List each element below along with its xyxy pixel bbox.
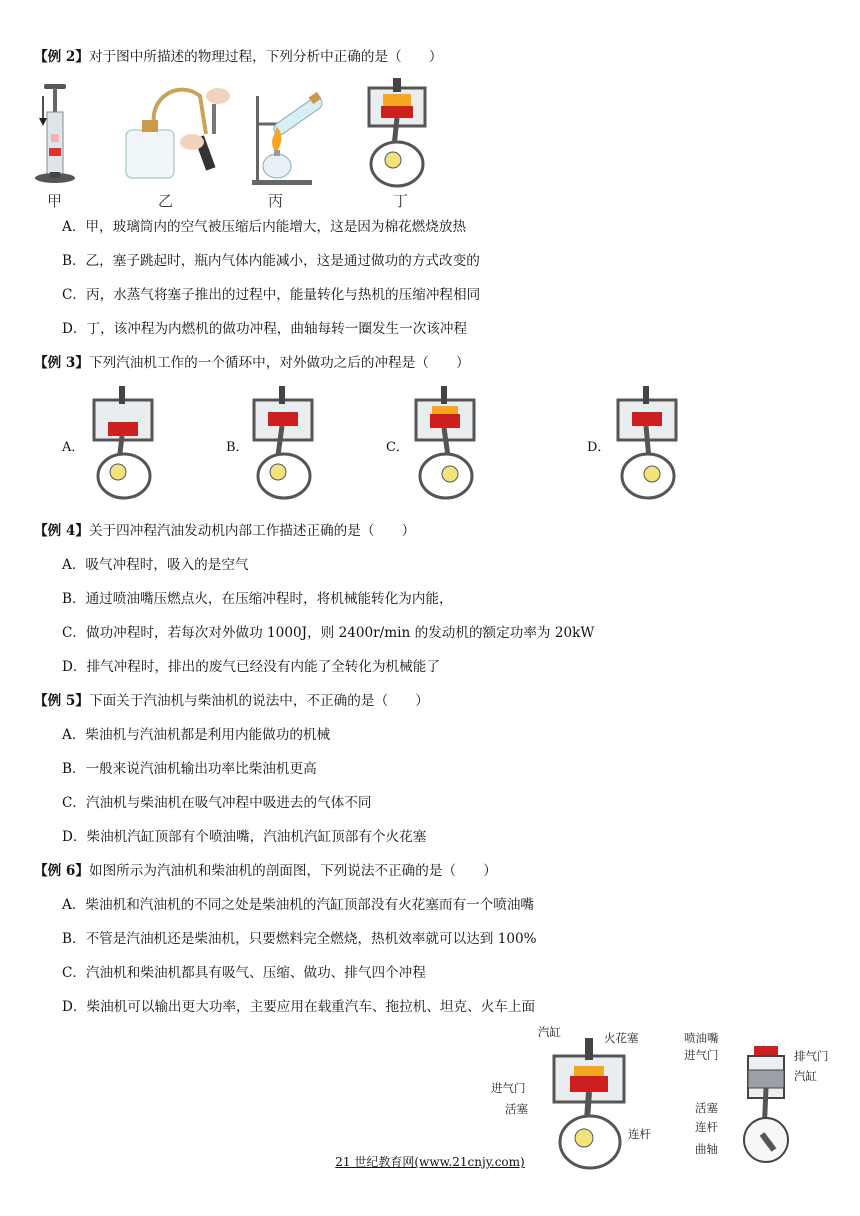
question-4-tag: 【例 4】 (34, 523, 89, 539)
question-2-text: 对于图中所描述的物理过程，下列分析中正确的是（ ） (88, 49, 443, 65)
q5-option-c[interactable]: C．汽油机与柴油机在吸气冲程中吸进去的气体不同 (62, 795, 372, 811)
label-diesel-injector: 喷油嘴 (684, 1031, 719, 1045)
label-gas-intake: 进气门 (491, 1081, 526, 1095)
q4-option-d[interactable]: D．排气冲程时，排出的废气已经没有内能了全转化为机械能了 (62, 659, 440, 675)
q4-option-c[interactable]: C．做功冲程时，若每次对外做功 1000J，则 2400r/min 的发动机的额定功率为 20kW (62, 625, 595, 641)
caption-bing: 丙 (268, 192, 284, 210)
q6-option-c[interactable]: C．汽油机和柴油机都具有吸气、压缩、做功、排气四个冲程 (62, 965, 426, 981)
label-diesel-crank: 曲轴 (695, 1142, 718, 1156)
question-6-text: 如图所示为汽油机和柴油机的剖面图，下列说法不正确的是（ ） (88, 863, 497, 879)
engine-stroke-figure-ding (363, 76, 431, 188)
label-diesel-cylinder: 汽缸 (794, 1069, 817, 1083)
engine-choice-a[interactable] (88, 384, 158, 502)
label-spark-plug: 火花塞 (604, 1031, 639, 1045)
test-tube-figure (250, 80, 335, 186)
engine-choice-b[interactable] (248, 384, 318, 502)
engine-choice-c[interactable] (410, 384, 480, 502)
question-5-tag: 【例 5】 (34, 693, 89, 709)
caption-yi: 乙 (158, 192, 174, 210)
label-diesel-exhaust: 排气门 (794, 1049, 829, 1063)
q4-option-a[interactable]: A．吸气冲程时，吸入的是空气 (62, 557, 249, 573)
diesel-engine-diagram (738, 1044, 794, 1166)
question-3-tag: 【例 3】 (34, 355, 89, 371)
q6-option-b[interactable]: B．不管是汽油机还是柴油机，只要燃料完全燃烧，热机效率就可以达到 100% (62, 931, 537, 947)
question-6-tag: 【例 6】 (34, 863, 89, 879)
q5-option-b[interactable]: B．一般来说汽油机输出功率比柴油机更高 (62, 761, 317, 777)
question-3-text: 下列汽油机工作的一个循环中，对外做功之后的冲程是（ ） (88, 355, 470, 371)
q3-choice-a-label[interactable]: A． (62, 440, 85, 455)
question-2-stem (34, 48, 442, 66)
q3-choice-c-label[interactable]: C． (386, 440, 409, 455)
label-gas-piston: 活塞 (505, 1102, 528, 1116)
q2-option-b[interactable]: B．乙，塞子跳起时，瓶内气体内能减小，这是通过做功的方式改变的 (62, 253, 480, 269)
footer-link[interactable]: 21 世纪教育网(www.21cnjy.com) (335, 1155, 525, 1169)
q6-option-a[interactable]: A．柴油机和汽油机的不同之处是柴油机的汽缸顶部没有火花塞而有一个喷油嘴 (62, 897, 535, 913)
q2-option-d[interactable]: D．丁，该冲程为内燃机的做功冲程，曲轴每转一圈发生一次该冲程 (62, 321, 468, 337)
question-3-stem (34, 354, 470, 372)
caption-jia: 甲 (47, 192, 63, 210)
q5-option-d[interactable]: D．柴油机汽缸顶部有个喷油嘴，汽油机汽缸顶部有个火花塞 (62, 829, 427, 845)
bottle-pump-figure (120, 76, 235, 186)
engine-choice-d[interactable] (612, 384, 682, 502)
q2-option-c[interactable]: C．丙，水蒸气将塞子推出的过程中，能量转化与热机的压缩冲程相同 (62, 287, 481, 303)
caption-ding: 丁 (393, 192, 409, 210)
label-diesel-rod: 连杆 (695, 1120, 718, 1134)
question-5-text: 下面关于汽油机与柴油机的说法中，不正确的是（ ） (88, 693, 429, 709)
label-diesel-piston: 活塞 (695, 1101, 718, 1115)
label-gas-rod: 连杆 (628, 1127, 651, 1141)
fire-syringe-figure (30, 78, 80, 186)
question-4-text: 关于四冲程汽油发动机内部工作描述正确的是（ ） (88, 523, 416, 539)
q5-option-a[interactable]: A．柴油机与汽油机都是利用内能做功的机械 (62, 727, 331, 743)
question-5-stem (34, 692, 429, 710)
gasoline-engine-diagram (548, 1034, 630, 1172)
label-diesel-intake: 进气门 (684, 1048, 719, 1062)
label-gas-cylinder: 汽缸 (538, 1025, 561, 1039)
q3-choice-b-label[interactable]: B． (226, 440, 249, 455)
question-2-tag: 【例 2】 (34, 49, 89, 65)
page-footer (0, 1153, 860, 1170)
question-4-stem (34, 522, 415, 540)
q2-option-a[interactable]: A．甲，玻璃筒内的空气被压缩后内能增大，这是因为棉花燃烧放热 (62, 219, 467, 235)
q3-choice-d-label[interactable]: D． (587, 440, 611, 455)
q6-option-d[interactable]: D．柴油机可以输出更大功率，主要应用在载重汽车、拖拉机、坦克、火车上面 (62, 999, 536, 1015)
question-6-stem (34, 862, 497, 880)
q4-option-b[interactable]: B．通过喷油嘴压燃点火，在压缩冲程时，将机械能转化为内能， (62, 591, 453, 607)
